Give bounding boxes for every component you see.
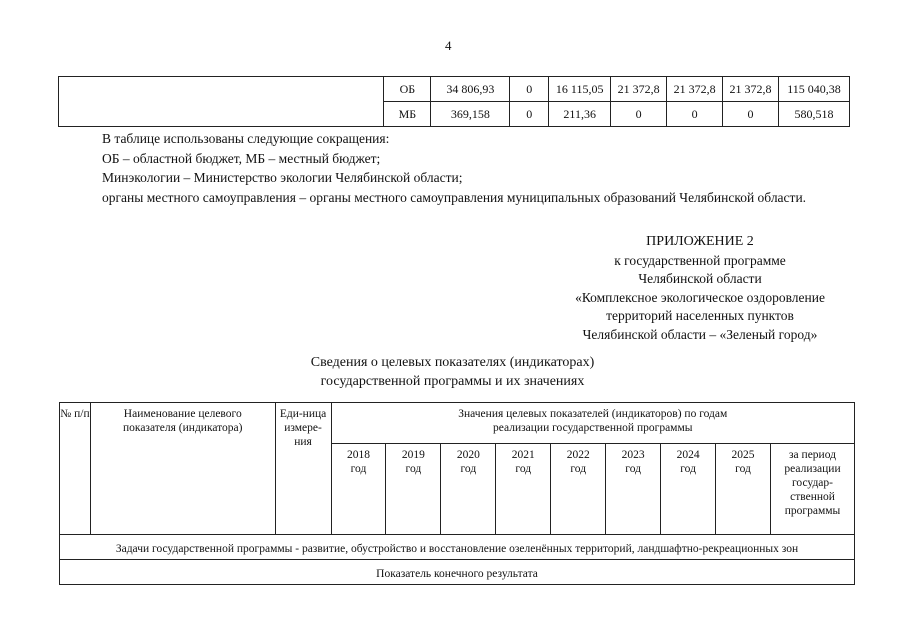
abbreviations-notes: [74, 129, 846, 207]
col-name-header: Наименование целевого показателя (индикатора): [90, 403, 275, 535]
task-row: [60, 535, 855, 560]
year-header: 2022 год: [551, 444, 606, 535]
col-unit-header: Еди-ница измере-ния: [275, 403, 331, 535]
funding-cell: 21 372,8: [723, 77, 779, 102]
task-cell: Задачи государственной программы - развитие, обустройство и восстановление озеленённых территорий, ландшафтно-рекреационных зон: [60, 535, 855, 560]
funding-row-ob: [59, 77, 850, 102]
notes-line: органы местного самоуправления – органы местного самоуправления муниципальных образований Челябинской области.: [102, 189, 807, 205]
appendix-block: [540, 233, 860, 344]
title-line: государственной программы и их значениях: [320, 373, 585, 389]
page-number: 4: [445, 38, 452, 53]
appendix-line: «Комплексное экологическое оздоровление: [575, 289, 825, 305]
period-header: за период реализации государ-ственной программы: [771, 444, 855, 535]
funding-cell: 0: [510, 102, 549, 127]
funding-cell: 16 115,05: [549, 77, 611, 102]
notes-line: Минэкологии – Министерство экологии Челябинской области;: [102, 170, 463, 185]
funding-cell: 0: [510, 77, 549, 102]
funding-table: [58, 76, 850, 127]
funding-cell: 0: [723, 102, 779, 127]
appendix-heading: ПРИЛОЖЕНИЕ 2: [646, 234, 754, 249]
funding-cell: 115 040,38: [778, 77, 849, 102]
year-header: 2019 год: [386, 444, 441, 535]
year-header: 2024 год: [661, 444, 716, 535]
funding-cell: 580,518: [778, 102, 849, 127]
appendix-line: территорий населенных пунктов: [606, 308, 794, 323]
col-num-header: № п/п: [60, 403, 91, 535]
funding-blank-cell: [59, 77, 384, 127]
funding-cell: 211,36: [549, 102, 611, 127]
indicator-table: [59, 402, 855, 585]
appendix-line: к государственной программе: [614, 252, 786, 268]
funding-cell: 21 372,8: [667, 77, 723, 102]
notes-line: ОБ – областной бюджет, МБ – местный бюджет;: [102, 150, 381, 166]
funding-code: МБ: [384, 102, 431, 127]
funding-cell: 369,158: [431, 102, 510, 127]
year-header: 2023 год: [606, 444, 661, 535]
funding-cell: 21 372,8: [611, 77, 667, 102]
values-header: Значения целевых показателей (индикаторов) по годам реализации государственной программы: [331, 403, 855, 444]
title-line: Сведения о целевых показателях (индикаторах): [310, 355, 595, 370]
year-header: 2025 год: [716, 444, 771, 535]
funding-cell: 34 806,93: [431, 77, 510, 102]
funding-cell: 0: [611, 102, 667, 127]
notes-intro: В таблице использованы следующие сокращения:: [102, 131, 390, 146]
year-header: 2018 год: [331, 444, 386, 535]
section-title: [180, 354, 725, 391]
funding-code: ОБ: [384, 77, 431, 102]
indicator-type-cell: Показатель конечного результата: [60, 560, 855, 585]
year-header: 2021 год: [496, 444, 551, 535]
funding-cell: 0: [667, 102, 723, 127]
indicator-header-row: [60, 403, 855, 444]
appendix-line: Челябинской области: [638, 271, 762, 286]
appendix-line: Челябинской области – «Зеленый город»: [582, 326, 818, 342]
year-header: 2020 год: [441, 444, 496, 535]
indicator-type-row: [60, 560, 855, 585]
